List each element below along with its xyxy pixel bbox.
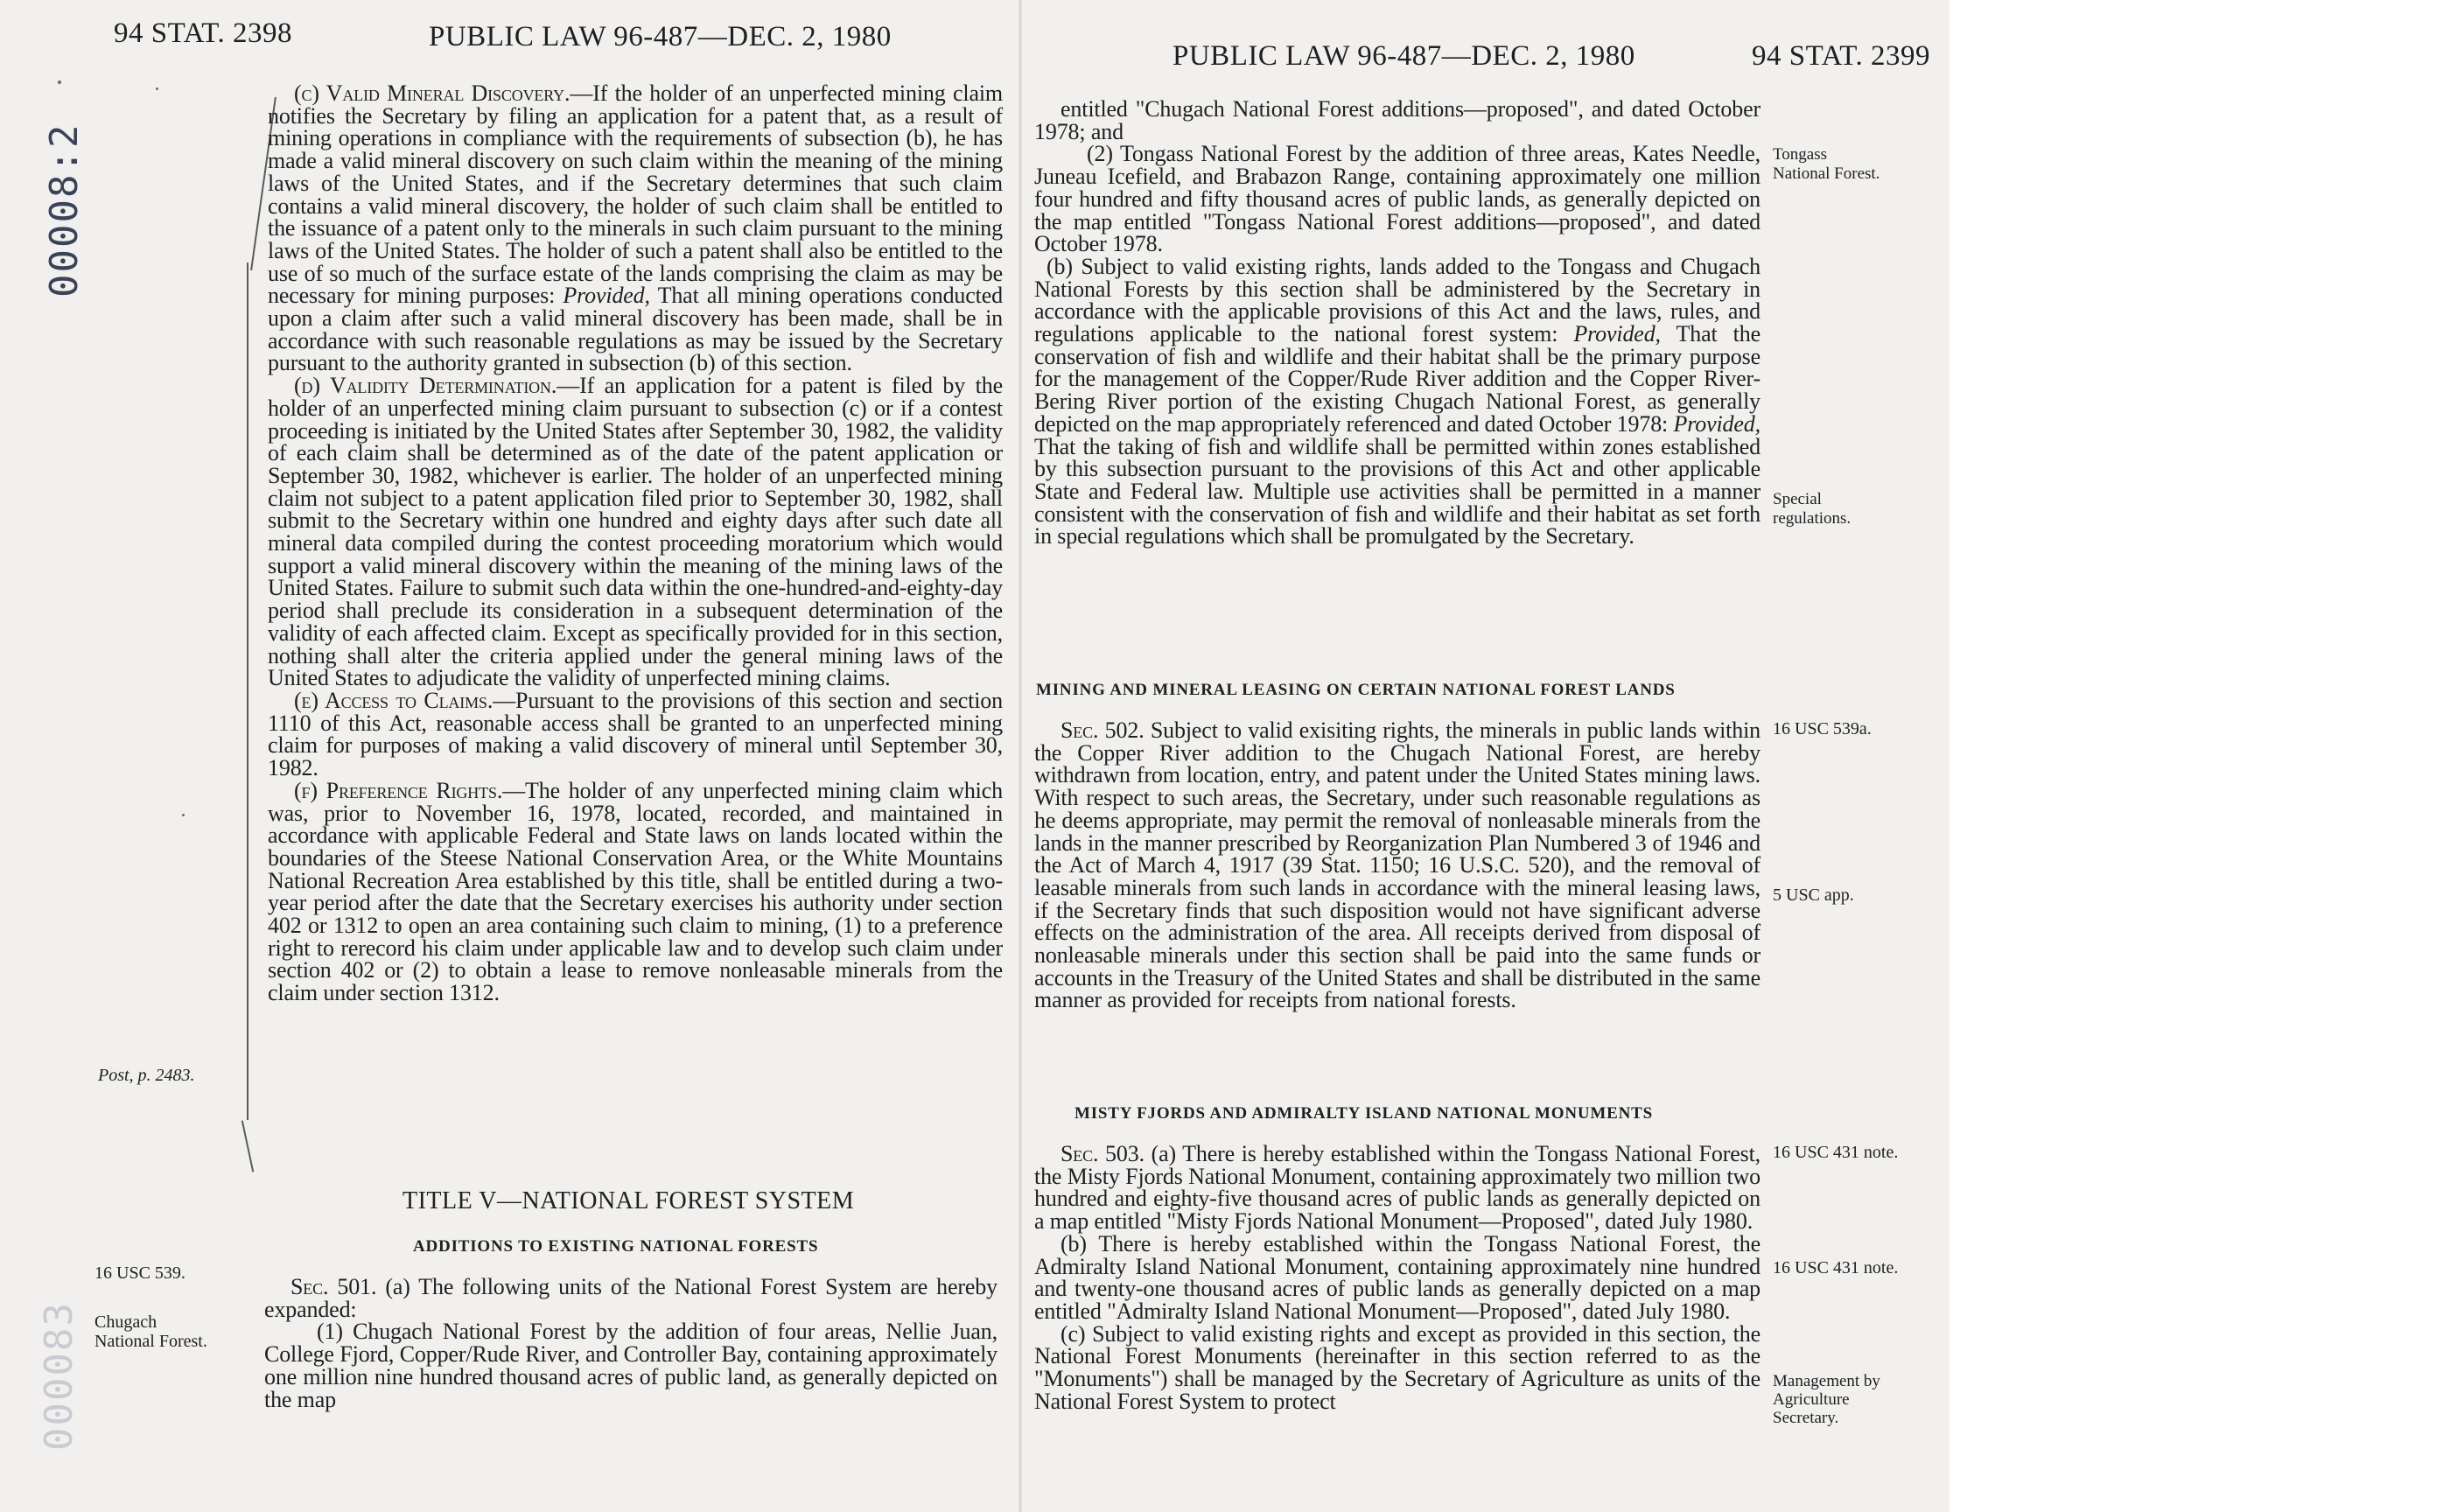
paragraph-sec-503-a [1034, 1143, 1760, 1233]
heading-misty-fjords: MISTY FJORDS AND ADMIRALTY ISLAND NATIONAL MONUMENTS [1074, 1104, 1653, 1123]
margin-note-post-reference: Post, p. 2483. [98, 1066, 195, 1085]
right-stat-number: 94 STAT. 2399 [1752, 40, 1931, 72]
margin-note-tongass: Tongass National Forest. [1773, 145, 1880, 183]
margin-note-5-usc-app: 5 USC app. [1773, 886, 1854, 905]
right-running-head: PUBLIC LAW 96-487—DEC. 2, 1980 [1172, 40, 1635, 72]
paragraph-sec-503-c: (c) Subject to valid existing rights and except as provided in this section, the National Forest Monuments (hereinafter in this section referred to as the "Monuments") shall be managed by the Secretary of Agriculture as units of the National Forest System to protect [1034, 1320, 1760, 1414]
paragraph-text: That all mining operations conducted upon a claim after such a valid mineral discovery has been made, shall be in accordance with such reasonable regulations as may be issued by the Secretary pursuant to the authority granted in subsection (b) of this section. [268, 283, 1003, 376]
margin-note-chugach: Chugach National Forest. [94, 1312, 207, 1351]
margin-note-usc-539: 16 USC 539. [94, 1264, 186, 1283]
margin-note-usc-431-a: 16 USC 431 note. [1773, 1143, 1899, 1162]
left-running-head: PUBLIC LAW 96-487—DEC. 2, 1980 [429, 21, 892, 52]
subsection-label: (f) Preference Rights. [294, 777, 503, 803]
paragraph-text: Subject to valid exisiting rights, the minerals in public lands within the Copper River addition to the Chugach National Forest, are hereby withdrawn from location, entry, and patent under the United States mining laws. With respect to such areas, the Secretary, under such reasonable regulations as he deems appropriate, may permit the removal of nonleasable minerals from the lands in the manner prescribed by Reorganization Plan Numbered 3 of 1946 and the Act of March 4, 1917 (39 Stat. 1150; 16 U.S.C. 520), and the removal of leasable minerals from such lands in accordance with the mineral leasing laws, if the Secretary finds that such disposition would not have significant adverse effects on the administration of the area. All receipts derived from disposal of nonleasable minerals under this section shall be paid into the same funds or accounts in the Treasury of the United States and shall be distributed in the same manner as provided for receipts from national forests. [1034, 718, 1760, 1013]
paragraph-text: (a) The following units of the National Forest System are hereby expanded: [264, 1274, 998, 1322]
paragraph-text: —If the holder of an unperfected mining claim notifies the Secretary by filing an application for a patent that, as a result of mining operations in compliance with the requirements of subsection (b), he has made a valid mineral discovery on such claim within the meaning of the mining laws of the United States, and if the Secretary determines that such claim contains a valid mineral discovery, the holder of such claim shall be entitled to the issuance of a patent only to the minerals in such claim pursuant to the mining laws of the United States. The holder of such a patent shall also be entitled to the use of so much of the surface estate of the lands comprising the claim as may be necessary for mining purposes: [268, 80, 1003, 309]
section-label: Sec. 503. [1060, 1141, 1144, 1166]
paragraph-text: —The holder of any unperfected mining claim which was, prior to November 16, 1978, located, recorded, and maintained in accordance with applicable Federal and State laws on lands located within the boundaries of the Steese National Conservation Area, or the White Mountains National Recreation Area established by this title, shall be entitled during a two-year period after the date that the Secretary exercises his authority under section 402 or 1312 to open an area containing such claim to mining, (1) to a preference right to rerecord his claim under applicable law and to develop such claim under section 402 or (2) to obtain a lease to remove nonleasable minerals from the claim under section 1312. [268, 777, 1003, 1006]
paragraph-tongass-addition: (2) Tongass National Forest by the addition of three areas, Kates Needle, Juneau Icefield, and Brabazon Range, containing approximately one million four hundred and fifty thousand acres of public lands, as generally depicted on the map entitled "Tongass National Forest additions—proposed", and dated October 1978. [1034, 141, 1760, 257]
margin-note-usc-431-b: 16 USC 431 note. [1773, 1258, 1899, 1278]
margin-bracket-mark [247, 262, 248, 1120]
subsection-label: (e) Access to Claims. [294, 687, 494, 713]
paragraph-text: —If an application for a patent is filed by the holder of an unperfected mining claim pursuant to subsection (c) or if a contest proceeding is initiated by the United States after September 30, 1982, the validity of each claim shall be determined as of the date of the patent application or September 30, 1982, whichever is earlier. The holder of an unperfected mining claim not subject to a patent application filed prior to September 30, 1982, shall submit to the Secretary within one hundred and eighty days after such date all mineral data compiled during the contest proceeding moratorium which would support a valid mineral discovery within the meaning of the mining laws of the United States. Failure to submit such data within the one-hundred-and-eighty-day period shall preclude its consideration in a subsequent determination of the validity of each affected claim. Except as specifically provided for in this section, nothing shall alter the criteria applied under the general mining laws of the United States to adjudicate the validity of unperfected mining claims. [268, 373, 1003, 691]
paragraph-continuation: entitled "Chugach National Forest additions—proposed", and dated October 1978; and [1034, 96, 1760, 144]
proviso-italic: Provided, [1573, 321, 1661, 347]
heading-mining-leasing: MINING AND MINERAL LEASING ON CERTAIN NATIONAL FOREST LANDS [1036, 681, 1676, 699]
paragraph-text: That the taking of fish and wildlife shall be permitted within zones established by this subsection pursuant to the provisions of this Act and other applicable State and Federal law. Multiple use activities shall be permitted in a manner consistent with the conservation of fish and wildlife and their habitat as set forth in special regulations which shall be promulgated by the Secretary. [1034, 433, 1760, 550]
right-column-text [1034, 98, 1760, 548]
paragraph-sec-501 [264, 1276, 998, 1320]
right-column-text-sec502 [1034, 719, 1760, 1012]
left-page [0, 0, 1018, 1512]
archive-stamp-bottom: 000083 [37, 1301, 81, 1451]
scan-speck [58, 80, 61, 84]
proviso-italic: Provided, [1673, 410, 1760, 437]
right-column-text-sec503 [1034, 1143, 1760, 1412]
paragraph-sec-503-b: (b) There is hereby established within the Tongass National Forest, the Admiralty Island National Monument, containing approximately nine hundred and twenty-one thousand acres of public lands as generally depicted on a map entitled "Admiralty Island National Monument—Proposed", dated July 1980. [1034, 1230, 1760, 1324]
margin-bracket-mark [242, 1120, 254, 1172]
paragraph-text: —Pursuant to the provisions of this section and section 1110 of this Act, reasonable access shall be granted to an unperfected mining claim for purposes of making a valid discovery of mineral until September 30, 1982. [268, 687, 1004, 781]
scan-speck [156, 88, 158, 90]
title-v-heading: TITLE V—NATIONAL FOREST SYSTEM [402, 1187, 855, 1214]
archive-stamp-top: 00008:2 [42, 122, 87, 298]
paragraph-sec-502 [1034, 719, 1760, 1012]
paragraph-text: (a) There is hereby established within the Tongass National Forest, the Misty Fjords National Monument, containing approximately two million two hundred and eighty-five thousand acres of public lands as generally depicted on a map entitled "Misty Fjords National Monument—Proposed", dated July 1980. [1034, 1141, 1760, 1235]
left-column-text-sec501 [264, 1276, 998, 1410]
margin-note-special-regulations: Special regulations. [1773, 490, 1852, 528]
paragraph-sec-501-1: (1) Chugach National Forest by the addition of four areas, Nellie Juan, College Fjord, Copper/Rude River, and Controller Bay, containing approximately one million nine hundred thousand acres of public land, as generally depicted on the map [264, 1319, 998, 1412]
section-label: Sec. 501. [290, 1274, 377, 1299]
margin-note-usc-539a: 16 USC 539a. [1773, 719, 1872, 738]
paragraph-access-to-claims [268, 687, 1004, 781]
margin-note-management: Management by Agriculture Secretary. [1773, 1372, 1880, 1427]
section-subheading: ADDITIONS TO EXISTING NATIONAL FORESTS [413, 1237, 819, 1256]
left-column-text [268, 82, 1003, 1004]
paragraph-text: That the conservation of fish and wildlife and their habitat shall be the primary purpose for the management of the Copper/Rude River addition and the Copper River-Bering River portion of the existing Chugach National Forest, as generally depicted on the map appropriately referenced and dated October 1978: [1034, 321, 1760, 437]
section-label: Sec. 502. [1060, 718, 1144, 743]
paragraph-administration [1034, 253, 1760, 550]
right-page [1022, 0, 1950, 1512]
subsection-label: (c) Valid Mineral Discovery. [294, 80, 570, 106]
paragraph-valid-mineral-discovery [268, 82, 1003, 374]
proviso-italic: Provided, [563, 283, 650, 309]
paragraph-preference-rights [268, 777, 1003, 1006]
paragraph-validity-determination [268, 374, 1003, 690]
paragraph-text: (b) Subject to valid existing rights, lands added to the Tongass and Chugach National Forests by this section shall be administered by the Secretary in accordance with the applicable provisions of this Act and the laws, rules, and regulations applicable to the national forest system: [1034, 253, 1760, 347]
left-stat-number: 94 STAT. 2398 [114, 18, 293, 49]
scan-speck [182, 814, 185, 816]
subsection-label: (d) Validity Determination. [294, 373, 557, 399]
